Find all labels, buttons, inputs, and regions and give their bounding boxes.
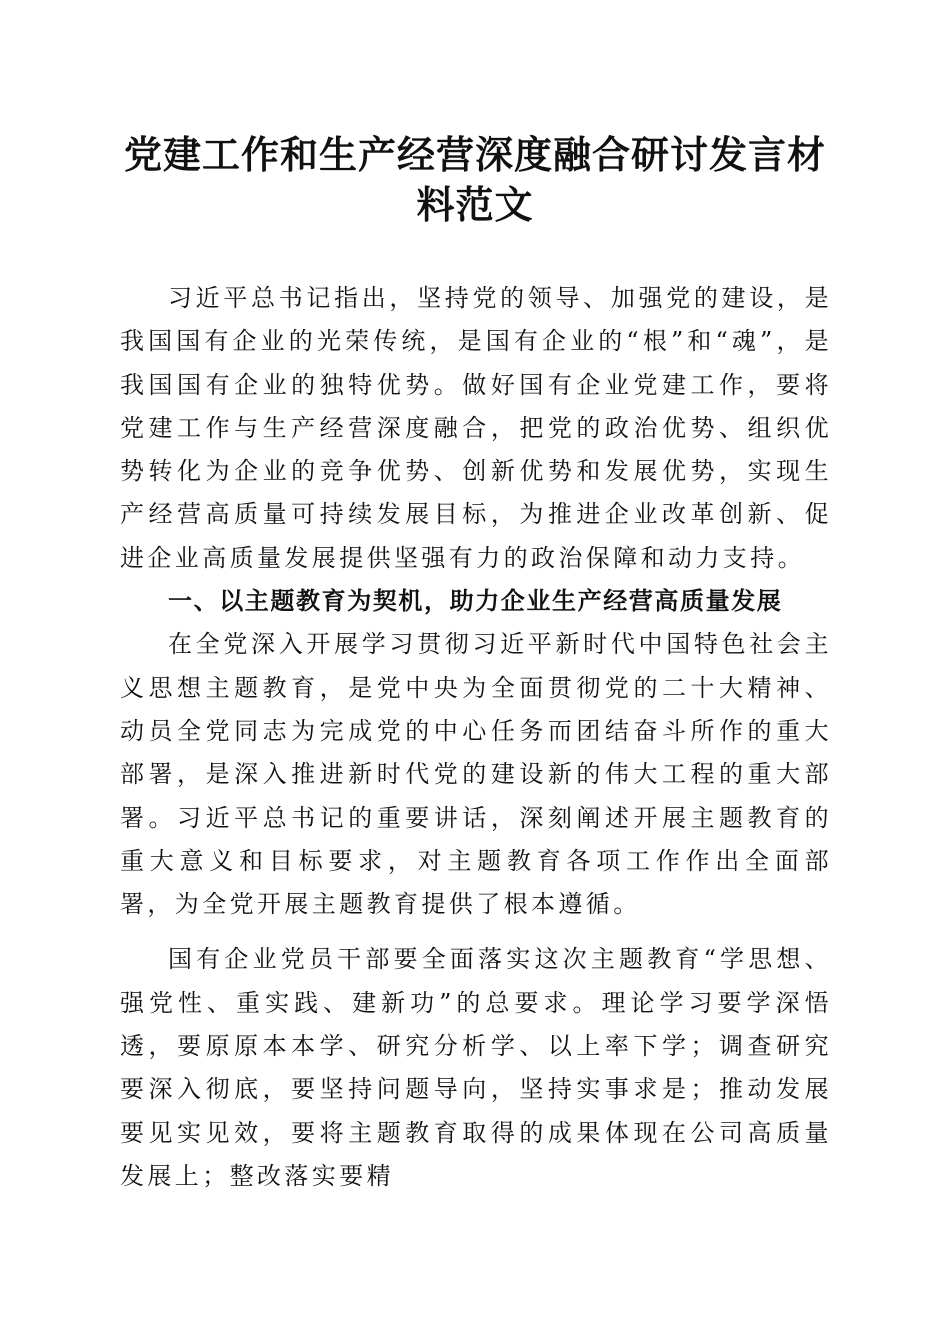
section1-paragraph-2: 国有企业党员干部要全面落实这次主题教育“学思想、强党性、重实践、建新功”的总要求。理论学习要学深悟透，要原原本本学、研究分析学、以上率下学；调查研究要深入彻底，要坚持问题导向，坚持实事求是；推动发展要见实见效，要将主题教育取得的成果体现在公司高质量发展上；整改落实要精 [120,945,832,1190]
intro-paragraph: 习近平总书记指出，坚持党的领导、加强党的建设，是我国国有企业的光荣传统，是国有企业的“根”和“魂”，是我国国有企业的独特优势。做好国有企业党建工作，要将党建工作与生产经营深度融合，把党的政治优势、组织优势转化为企业的竞争优势、创新优势和发展优势，实现生产经营高质量可持续发展目标，为推进企业改革创新、促进企业高质量发展提供坚强有力的政治保障和动力支持。 [120,284,832,572]
document-title: 党建工作和生产经营深度融合研讨发言材料范文 [123,132,826,227]
document-body [120,277,832,1198]
paragraph-gap [120,926,832,938]
section1-paragraph-1: 在全党深入开展学习贯彻习近平新时代中国特色社会主义思想主题教育，是党中央为全面贯彻党的二十大精神、动员全党同志为完成党的中心任务而团结奋斗所作的重大部署，是深入推进新时代党的建设新的伟大工程的重大部署。习近平总书记的重要讲话，深刻阐述开展主题教育的重大意义和目标要求，对主题教育各项工作作出全面部署，为全党开展主题教育提供了根本遵循。 [120,630,832,919]
section-heading-1: 一、以主题教育为契机，助力企业生产经营高质量发展 [168,587,783,616]
